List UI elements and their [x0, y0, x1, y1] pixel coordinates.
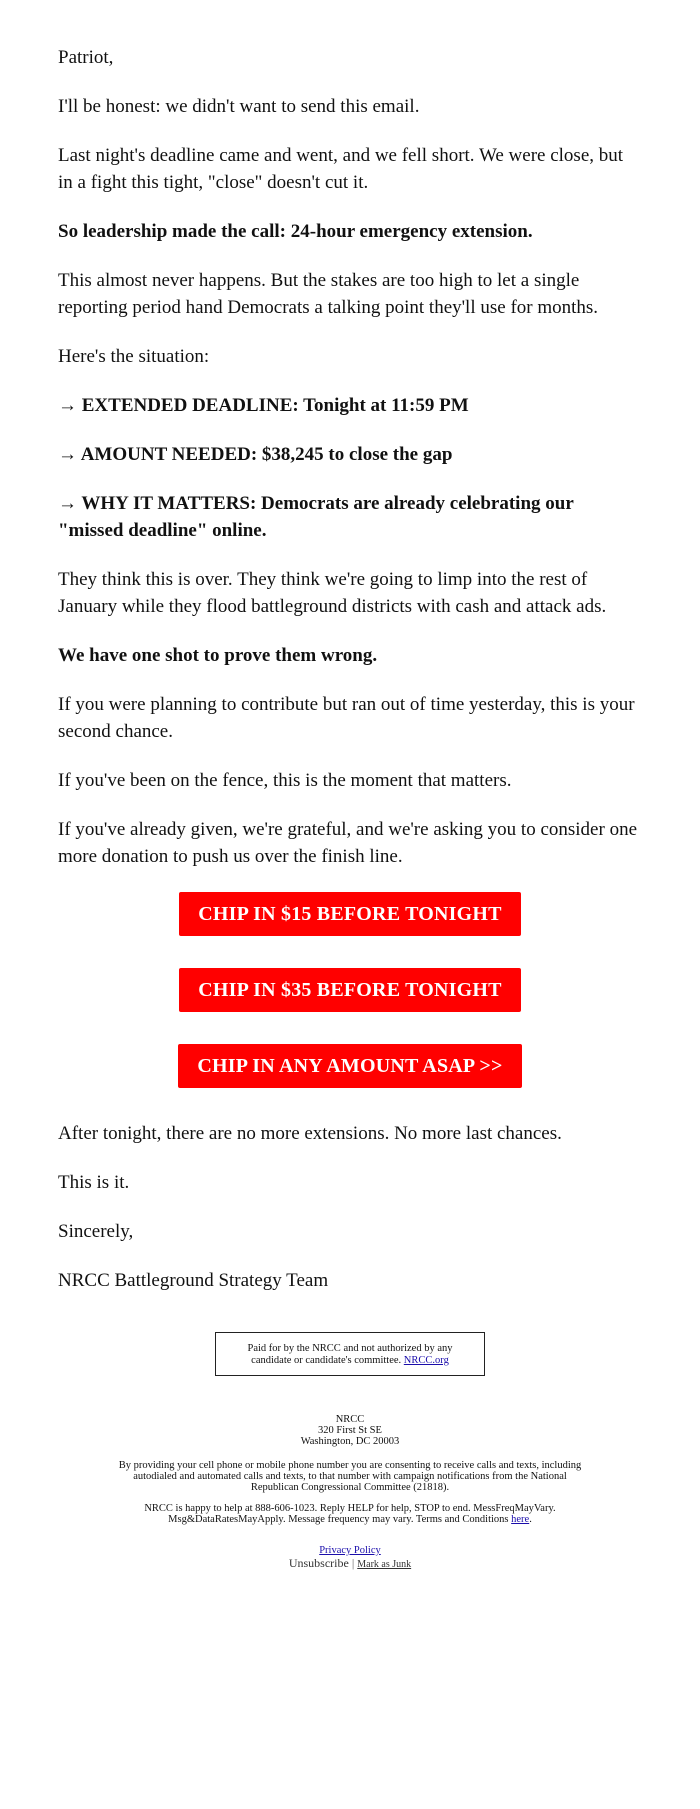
button-row-15: [58, 892, 642, 936]
disclaimer-text: Paid for by the NRCC and not authorized by any candidate or candidate's committee.: [247, 1343, 453, 1366]
nrcc-org-link[interactable]: NRCC.org: [403, 1355, 449, 1366]
bullet-amount: → AMOUNT NEEDED: $38,245 to close the gap: [58, 444, 453, 465]
bullet-why: → WHY IT MATTERS: Democrats are already celebrating our "missed deadline" online.: [58, 493, 574, 541]
help-text: NRCC is happy to help at 888-606-1023. Reply HELP for help, STOP to end. MessFreqMayVary. Msg&DataRatesMayApply. Message frequency may vary. Terms and Conditions: [144, 1503, 556, 1525]
help-end: .: [529, 1514, 532, 1525]
paragraph-situation: Here's the situation:: [58, 346, 210, 367]
signature: NRCC Battleground Strategy Team: [58, 1270, 329, 1291]
privacy-policy-link[interactable]: Privacy Policy: [319, 1545, 381, 1556]
paragraph-honest: I'll be honest: we didn't want to send this email.: [58, 96, 420, 117]
mark-as-junk-link[interactable]: Mark as Junk: [357, 1559, 412, 1570]
chip-in-35-button[interactable]: CHIP IN $35 BEFORE TONIGHT: [179, 968, 520, 1012]
paid-for-disclaimer: [215, 1332, 485, 1376]
sms-consent-text: By providing your cell phone or mobile phone number you are consenting to receive calls and texts, including autodialed and automated calls and texts, to that number with campaign notifications from the National Republican Congressional Committee (21818).: [118, 1460, 582, 1493]
footer-street: 320 First St SE: [318, 1425, 382, 1436]
footer: [58, 1414, 642, 1572]
button-row-any: [58, 1044, 642, 1088]
bullet-deadline: → EXTENDED DEADLINE: Tonight at 11:59 PM: [58, 395, 469, 416]
footer-city: Washington, DC 20003: [300, 1436, 400, 1447]
paragraph-one-shot: We have one shot to prove them wrong.: [58, 645, 378, 666]
paragraph-extension: So leadership made the call: 24-hour emergency extension.: [58, 221, 533, 242]
paragraph-fence: If you've been on the fence, this is the moment that matters.: [58, 770, 512, 791]
chip-in-any-button[interactable]: CHIP IN ANY AMOUNT ASAP >>: [178, 1044, 521, 1088]
greeting: Patriot,: [58, 47, 114, 68]
chip-in-15-button[interactable]: CHIP IN $15 BEFORE TONIGHT: [179, 892, 520, 936]
mailing-address: [98, 1414, 602, 1447]
paragraph-this-is-it: This is it.: [58, 1172, 130, 1193]
unsubscribe-separator: |: [351, 1556, 355, 1570]
paragraph-deadline: Last night's deadline came and went, and we fell short. We were close, but in a fight this tight, "close" doesn't cut it.: [58, 145, 624, 193]
unsubscribe-link[interactable]: Unsubscribe: [288, 1556, 349, 1570]
signoff: Sincerely,: [58, 1221, 134, 1242]
privacy-row: [98, 1545, 602, 1556]
paragraph-no-more: After tonight, there are no more extensions. No more last chances.: [58, 1123, 562, 1144]
disclaimer-row: [58, 1332, 642, 1376]
paragraph-already-given: If you've already given, we're grateful, and we're asking you to consider one more donation to push us over the finish line.: [58, 819, 637, 867]
sms-help-text: [98, 1503, 602, 1525]
paragraph-second-chance: If you were planning to contribute but ran out of time yesterday, this is your second chance.: [58, 694, 635, 742]
button-row-35: [58, 968, 642, 1012]
paragraph-stakes: This almost never happens. But the stakes are too high to let a single reporting period hand Democrats a talking point they'll use for months.: [58, 270, 599, 318]
unsubscribe-row: [98, 1556, 602, 1572]
terms-here-link[interactable]: here: [511, 1514, 530, 1525]
footer-org: NRCC: [335, 1414, 365, 1425]
paragraph-they-think: They think this is over. They think we're going to limp into the rest of January while they flood battleground districts with cash and attack ads.: [58, 569, 607, 617]
